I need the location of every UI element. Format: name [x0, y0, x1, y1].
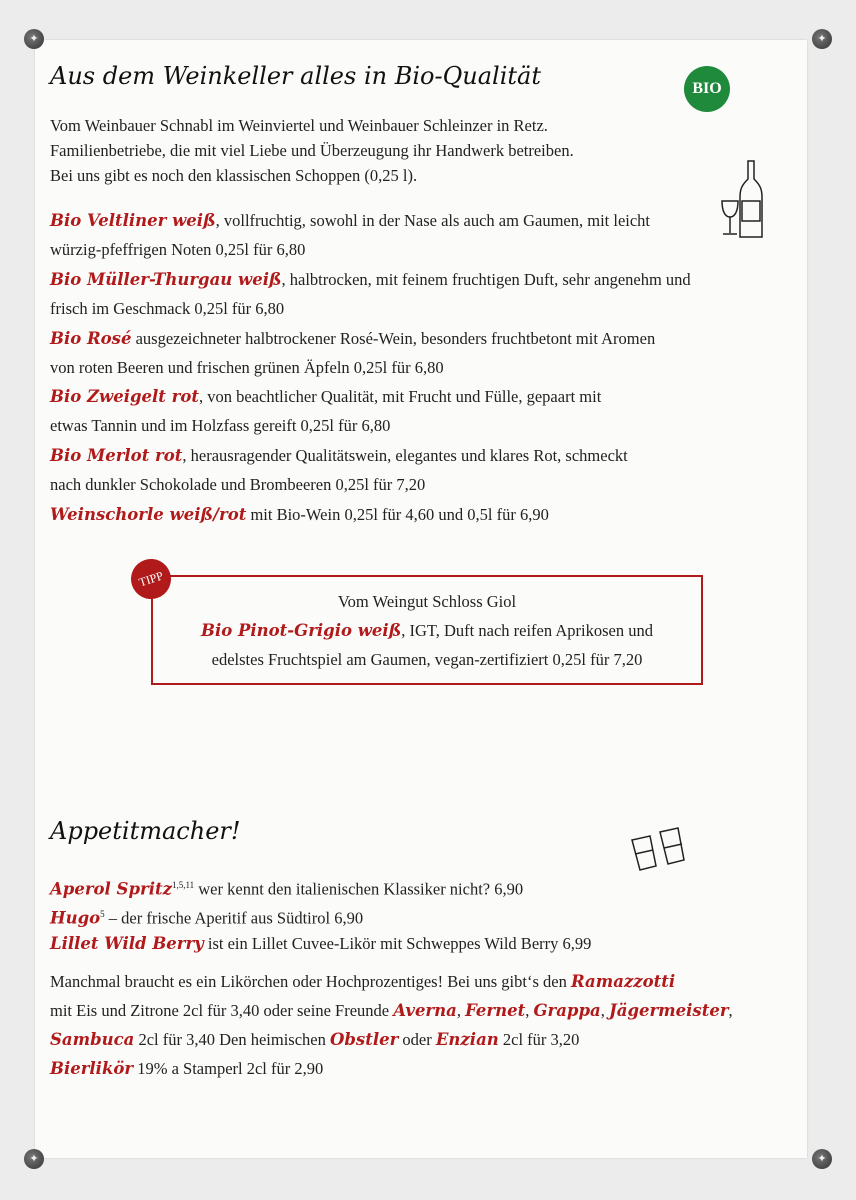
wine-desc: von roten Beeren und frischen grünen Äpfeln 0,25l für 6,80 [50, 358, 444, 377]
wine-name: Bio Veltliner weiß [50, 211, 216, 230]
wine-item [50, 265, 750, 323]
wine-name: Bio Rosé [50, 329, 132, 348]
wine-desc: nach dunkler Schokolade und Brombeeren 0,25l für 7,20 [50, 475, 426, 494]
liquor-name: Fernet [465, 1001, 526, 1020]
wine-item [50, 500, 750, 529]
aperitif-desc: wer kennt den italienischen Klassiker nicht? 6,90 [194, 879, 524, 899]
wine-desc: , herausragender Qualitätswein, elegantes und klares Rot, schmeckt [182, 446, 628, 465]
tipp-box [151, 575, 703, 685]
aperitif-desc: ist ein Lillet Cuvee-Likör mit Schweppes Wild Berry 6,99 [203, 934, 592, 953]
pin-icon: ✦ [812, 1149, 832, 1169]
allergen-sup: 5 [100, 909, 105, 919]
liquor-name: Ramazzotti [570, 972, 676, 991]
wine-desc: ausgezeichneter halbtrockener Rosé-Wein, besonders fruchtbetont mit Aromen [131, 329, 656, 348]
allergen-sup: 1,5,11 [171, 880, 195, 890]
aperitif-name: Lillet Wild Berry [50, 934, 204, 953]
liquor-name: Grappa [533, 1001, 601, 1020]
wine-name: Bio Zweigelt rot [50, 387, 199, 406]
wine-item [50, 206, 750, 264]
liquor-text: oder [398, 1030, 436, 1049]
liquor-paragraph: Manchmal braucht es ein Likörchen oder Hochprozentiges! Bei uns gibt‘s den Ramazzotti mit Eis und Zitrone 2cl für 3,40 oder seine Freunde Averna, Fernet, Grappa, Jägermeister, Sambuca 2cl für 3,40 Den heimischen Obstler oder Enzian 2cl für 3,20 Bierlikör 19% a Stamperl 2cl für 2,90 [50, 972, 733, 1078]
wine-desc: etwas Tannin und im Holzfass gereift 0,25l für 6,80 [50, 416, 391, 435]
wine-item [50, 382, 750, 440]
wine-desc: würzig-pfeffrigen Noten 0,25l für 6,80 [50, 240, 306, 259]
wine-desc: , von beachtlicher Qualität, mit Frucht und Fülle, gepaart mit [198, 387, 602, 406]
intro-line: Vom Weinbauer Schnabl im Weinviertel und Weinbauer Schleinzer in Retz. [50, 116, 548, 135]
aperitif-section-heading: Appetitmacher! [50, 817, 241, 845]
tipp-desc: , IGT, Duft nach reifen Aprikosen und [401, 621, 653, 640]
intro-line: Bei uns gibt es noch den klassischen Schoppen (0,25 l). [50, 166, 418, 185]
liquor-name: Averna [393, 1001, 457, 1020]
liquor-name: Sambuca [50, 1030, 135, 1049]
liquor-text: mit Eis und Zitrone 2cl für 3,40 oder seine Freunde [50, 1001, 394, 1020]
tipp-line: Vom Weingut Schloss Giol [337, 592, 517, 611]
wine-desc: , halbtrocken, mit feinem fruchtigen Duft, sehr angenehm und [281, 270, 691, 289]
liquor-name: Enzian [435, 1030, 499, 1049]
intro-line: Familienbetriebe, die mit viel Liebe und Überzeugung ihr Handwerk betreiben. [50, 141, 574, 160]
liquor-name: Bierlikör [50, 1059, 134, 1078]
tipp-badge: TIPP [126, 554, 176, 604]
liquor-name: Obstler [330, 1030, 399, 1049]
aperitif-desc: – der frische Aperitif aus Südtirol 6,90 [104, 908, 364, 928]
aperitif-item [50, 929, 750, 958]
wine-section-heading: Aus dem Weinkeller alles in Bio-Qualität [50, 62, 541, 90]
tipp-line [153, 616, 701, 645]
aperitif-item [50, 871, 750, 904]
wine-item [50, 441, 750, 499]
wine-name: Weinschorle weiß/rot [50, 505, 247, 524]
liquor-name: Jägermeister [608, 1001, 729, 1020]
aperitif-name: Hugo [50, 908, 101, 928]
wine-name: Bio Merlot rot [50, 446, 183, 465]
wine-intro [50, 113, 574, 188]
pin-icon: ✦ [24, 29, 44, 49]
wine-desc: , vollfruchtig, sowohl in der Nase als auch am Gaumen, mit leicht [215, 211, 651, 230]
wine-desc: frisch im Geschmack 0,25l für 6,80 [50, 299, 285, 318]
pin-icon: ✦ [812, 29, 832, 49]
liquor-text: Manchmal braucht es ein Likörchen oder Hochprozentiges! Bei uns gibt‘s den [50, 972, 571, 991]
wine-item [50, 324, 750, 382]
wine-name: Bio Müller-Thurgau weiß [50, 270, 282, 289]
wine-desc: mit Bio-Wein 0,25l für 4,60 und 0,5l für 6,90 [246, 505, 549, 524]
liquor-text: 19% a Stamperl 2cl für 2,90 [133, 1059, 324, 1078]
pin-icon: ✦ [24, 1149, 44, 1169]
liquor-text: 2cl für 3,20 [498, 1030, 580, 1049]
aperitif-item [50, 900, 750, 933]
liquor-text: 2cl für 3,40 Den heimischen [134, 1030, 330, 1049]
bio-badge: BIO [684, 66, 730, 112]
aperitif-name: Aperol Spritz [50, 879, 172, 899]
tipp-line: edelstes Fruchtspiel am Gaumen, vegan-zertifiziert 0,25l für 7,20 [211, 650, 643, 669]
tipp-wine-name: Bio Pinot-Grigio weiß [201, 621, 402, 640]
